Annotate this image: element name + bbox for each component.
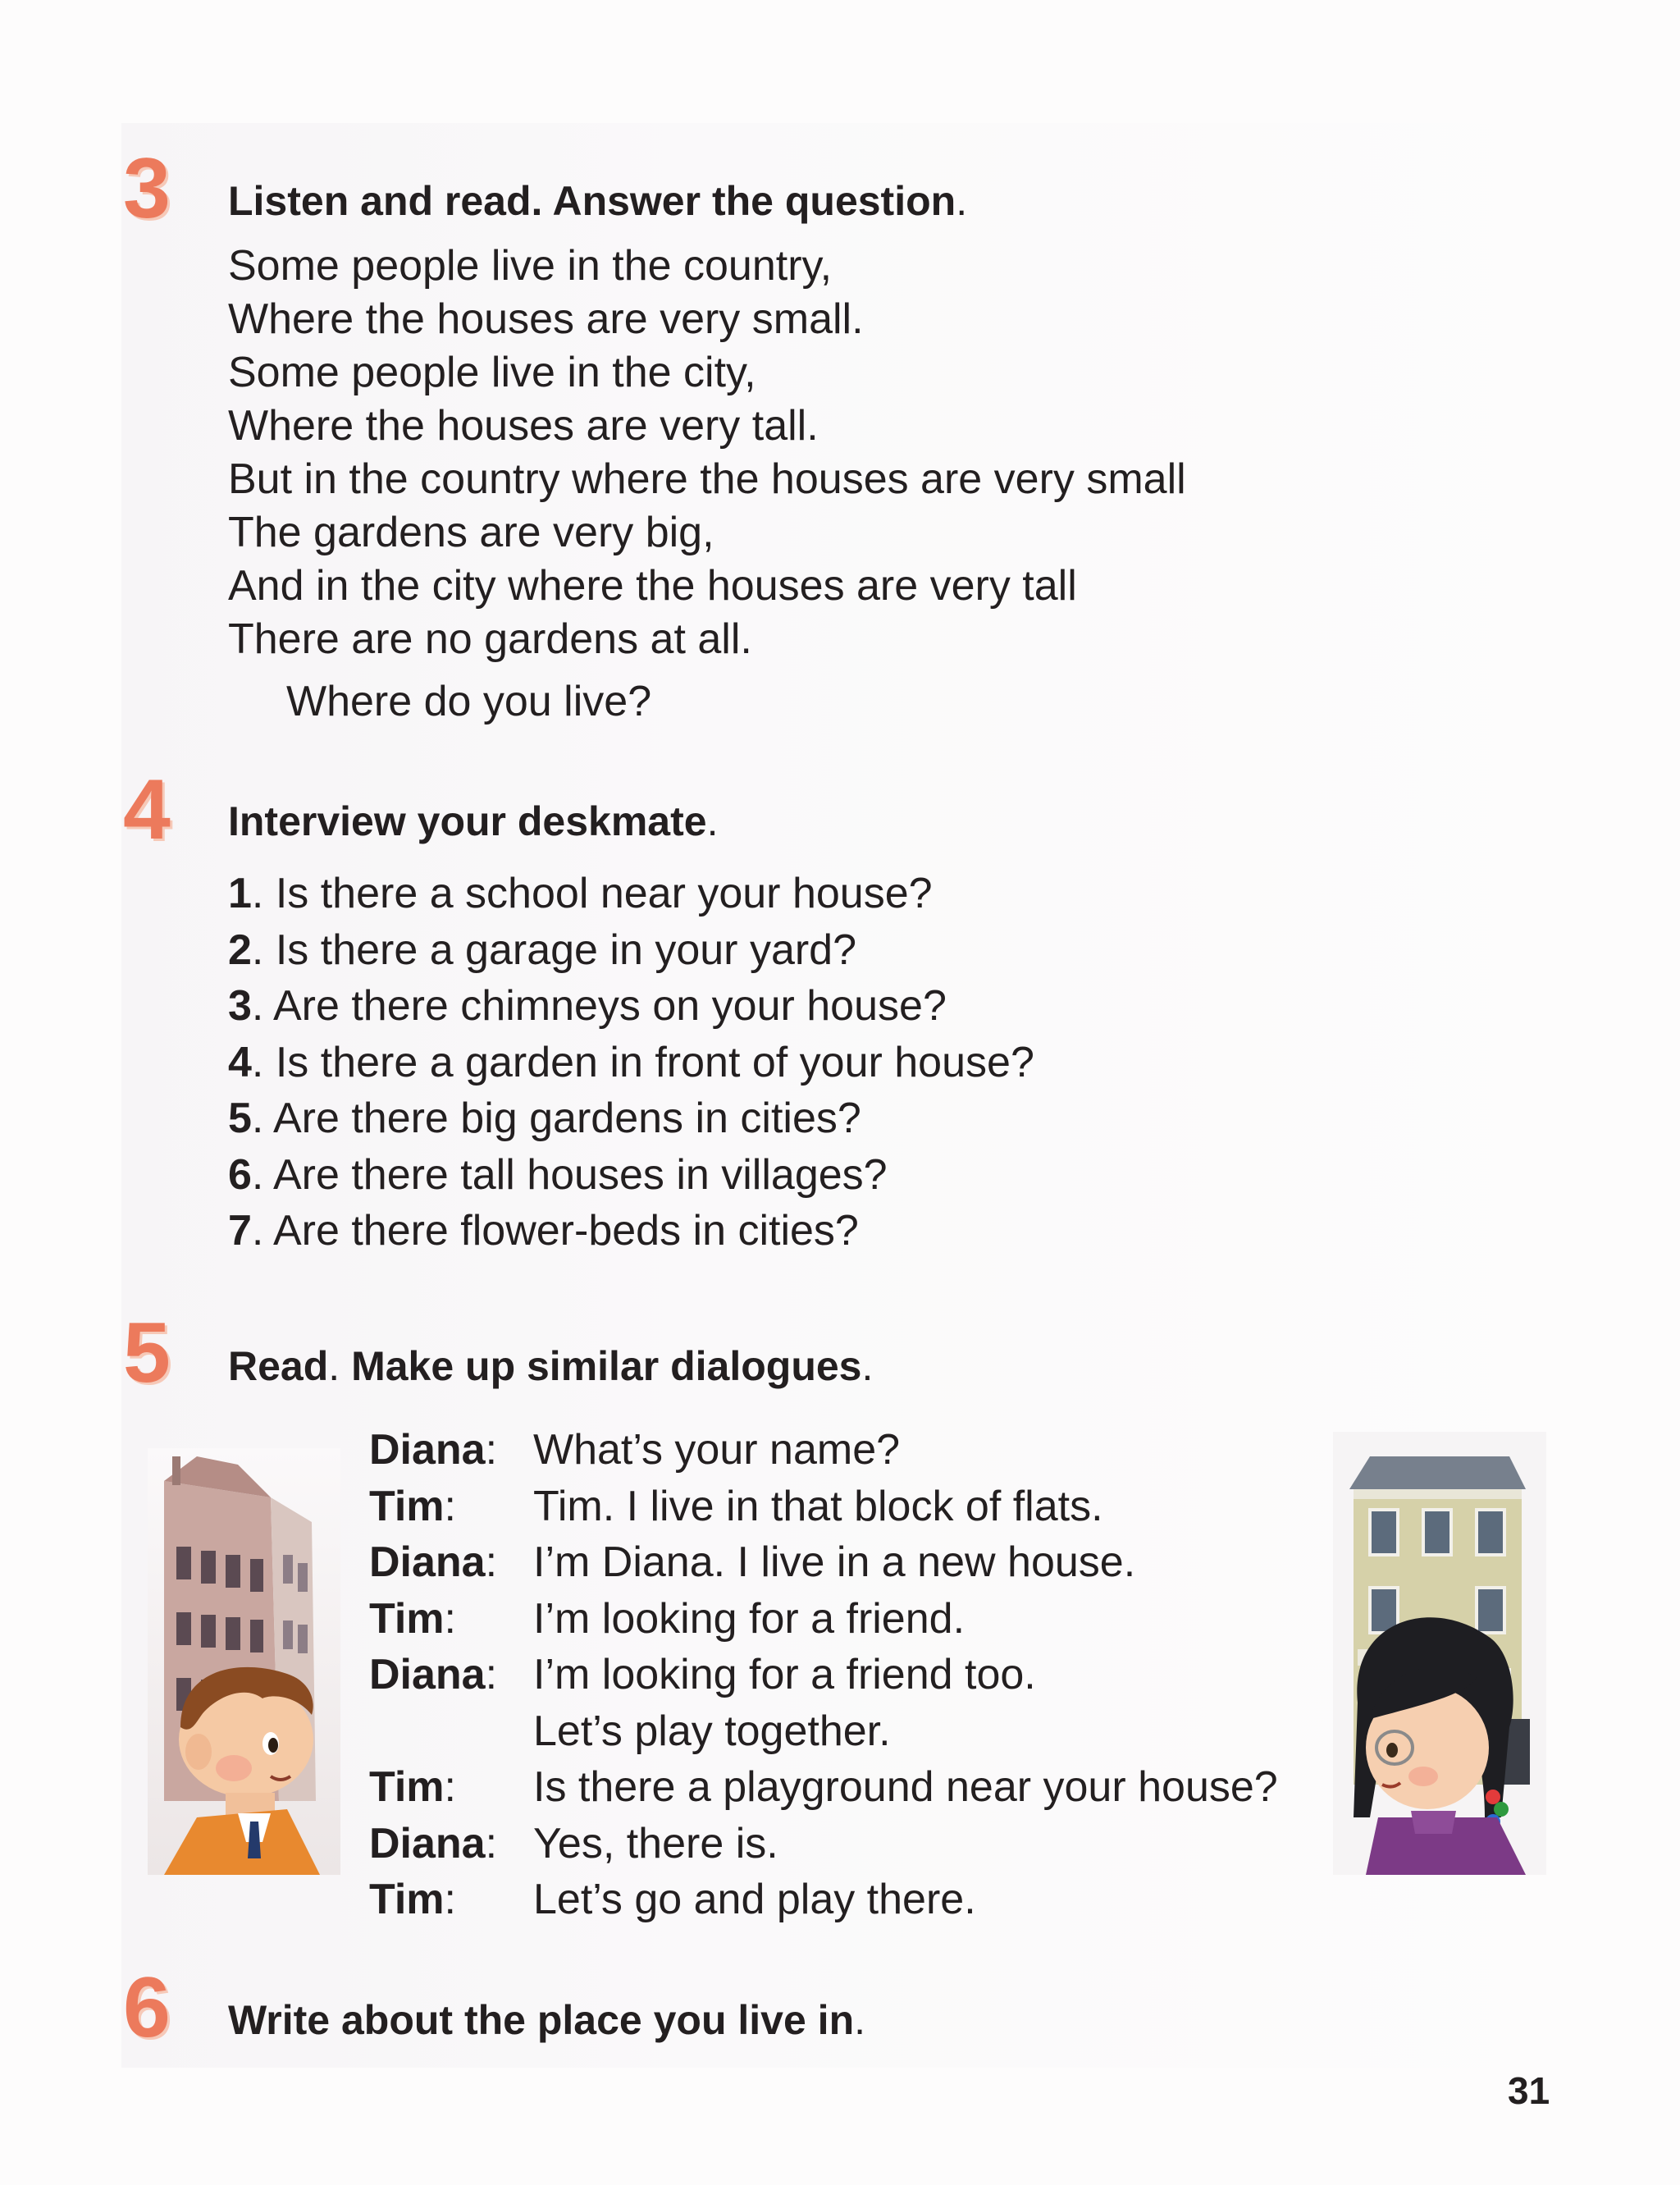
dialogue-speaker: Diana: bbox=[369, 1651, 498, 1698]
poem-line: And in the city where the houses are very tall bbox=[228, 562, 1077, 610]
exercise-6-title bbox=[228, 1997, 866, 2043]
poem-line: Where the houses are very tall. bbox=[228, 402, 819, 450]
exercise-number-6: 6 bbox=[123, 1960, 171, 2055]
question-item: 3. Are there chimneys on your house? bbox=[228, 982, 947, 1030]
poem-line: There are no gardens at all. bbox=[228, 615, 752, 663]
exercise-5-title bbox=[228, 1343, 874, 1389]
exercise-4-title-text: Interview your deskmate bbox=[228, 798, 707, 844]
dialogue-text: What’s your name? bbox=[533, 1426, 901, 1474]
speaker-name: Tim bbox=[369, 1482, 445, 1530]
speaker-name: Tim bbox=[369, 1594, 445, 1643]
exercise-3-title-text: Listen and read. Answer the question bbox=[228, 178, 956, 224]
dialogue-line bbox=[369, 1422, 1278, 1479]
boy-with-old-buildings-icon bbox=[148, 1448, 340, 1875]
dialogue-line bbox=[369, 1816, 1278, 1872]
exercise-4-title-end: . bbox=[706, 798, 719, 844]
question-number: 7 bbox=[228, 1207, 252, 1255]
poem-question: Where do you live? bbox=[286, 678, 652, 725]
speaker-name: Diana bbox=[369, 1819, 486, 1867]
girl-with-house-icon bbox=[1333, 1432, 1546, 1875]
question-text: Are there tall houses in villages? bbox=[272, 1150, 888, 1199]
speaker-name: Diana bbox=[369, 1651, 486, 1698]
dialogue-text: Let’s go and play there. bbox=[533, 1876, 976, 1923]
dialogue-text: Yes, there is. bbox=[533, 1819, 778, 1867]
question-item: 5. Are there big gardens in cities? bbox=[228, 1095, 861, 1142]
interview-questions bbox=[228, 866, 1034, 1259]
question-item: 7. Are there flower-beds in cities? bbox=[228, 1207, 859, 1255]
dialogue-text: Tim. I live in that block of flats. bbox=[533, 1482, 1103, 1530]
question-text: Are there flower-beds in cities? bbox=[272, 1207, 859, 1255]
exercise-4-title bbox=[228, 798, 719, 844]
question-item: 2. Is there a garage in your yard? bbox=[228, 926, 857, 974]
poem bbox=[228, 240, 1186, 666]
question-number: 3 bbox=[228, 982, 252, 1030]
speaker-name: Tim bbox=[369, 1876, 445, 1923]
exercise-5-title-a: Read bbox=[228, 1343, 329, 1389]
exercise-5-title-c: Make up similar dialogues bbox=[351, 1343, 862, 1389]
poem-line: Some people live in the city, bbox=[228, 349, 756, 396]
exercise-number-3: 3 bbox=[123, 141, 171, 236]
exercise-5-title-sep: . bbox=[328, 1343, 352, 1389]
question-item: 6. Are there tall houses in villages? bbox=[228, 1150, 888, 1199]
exercise-3-title bbox=[228, 178, 968, 224]
dialogue-line bbox=[369, 1703, 1278, 1760]
dialogue-line bbox=[369, 1647, 1278, 1703]
question-item: 1. Is there a school near your house? bbox=[228, 870, 933, 917]
exercise-3-title-end: . bbox=[956, 178, 968, 224]
exercise-number-4: 4 bbox=[123, 762, 171, 857]
question-text: Is there a garden in front of your house? bbox=[275, 1038, 1034, 1086]
dialogue-speaker bbox=[369, 1703, 533, 1760]
poem-line: Where the houses are very small. bbox=[228, 295, 864, 343]
poem-line: Some people live in the country, bbox=[228, 242, 833, 290]
exercise-6-title-end: . bbox=[854, 1997, 866, 2043]
dialogue-speaker: Diana: bbox=[369, 1538, 498, 1586]
page-number: 31 bbox=[1508, 2069, 1550, 2112]
dialogue-text: I’m Diana. I live in a new house. bbox=[533, 1538, 1136, 1586]
dialogue bbox=[369, 1422, 1278, 1928]
dialogue-speaker: Diana: bbox=[369, 1426, 498, 1474]
question-number: 6 bbox=[228, 1150, 252, 1199]
dialogue-text: Is there a playground near your house? bbox=[533, 1763, 1278, 1811]
question-text: Are there big gardens in cities? bbox=[272, 1095, 861, 1142]
speaker-name: Diana bbox=[369, 1538, 486, 1586]
poem-line: But in the country where the houses are very small bbox=[228, 455, 1186, 503]
dialogue-speaker: Tim: bbox=[369, 1594, 456, 1643]
question-number: 1 bbox=[228, 870, 252, 917]
question-text: Is there a school near your house? bbox=[275, 870, 933, 917]
dialogue-speaker: Tim: bbox=[369, 1876, 456, 1923]
dialogue-speaker: Tim: bbox=[369, 1482, 456, 1530]
dialogue-speaker: Tim: bbox=[369, 1763, 456, 1811]
dialogue-line bbox=[369, 1759, 1278, 1816]
speaker-name: Tim bbox=[369, 1763, 445, 1811]
dialogue-text: I’m looking for a friend too. bbox=[533, 1651, 1036, 1698]
question-text: Is there a garage in your yard? bbox=[275, 926, 857, 974]
question-number: 5 bbox=[228, 1095, 252, 1142]
dialogue-text: Let’s play together. bbox=[533, 1707, 891, 1755]
dialogue-line bbox=[369, 1591, 1278, 1648]
dialogue-speaker: Diana: bbox=[369, 1819, 498, 1867]
exercise-number-5: 5 bbox=[123, 1305, 171, 1401]
poem-line: The gardens are very big, bbox=[228, 509, 714, 556]
exercise-5-title-end: . bbox=[861, 1343, 874, 1389]
question-number: 4 bbox=[228, 1038, 252, 1086]
question-text: Are there chimneys on your house? bbox=[272, 982, 947, 1030]
dialogue-text: I’m looking for a friend. bbox=[533, 1594, 966, 1643]
question-number: 2 bbox=[228, 926, 252, 974]
dialogue-line bbox=[369, 1479, 1278, 1535]
exercise-6-title-text: Write about the place you live in bbox=[228, 1997, 855, 2043]
speaker-name: Diana bbox=[369, 1426, 486, 1474]
dialogue-line bbox=[369, 1872, 1278, 1928]
question-item: 4. Is there a garden in front of your house? bbox=[228, 1038, 1034, 1086]
dialogue-line bbox=[369, 1534, 1278, 1591]
